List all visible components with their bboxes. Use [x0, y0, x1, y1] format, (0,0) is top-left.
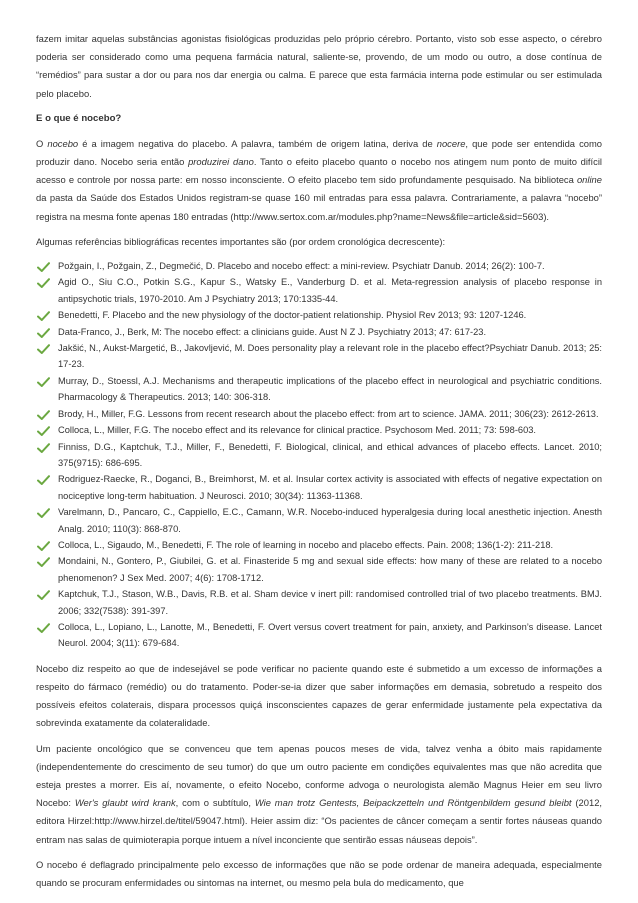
text: , que pode ser entendida como produzir dano. Nocebo seria então	[36, 137, 602, 168]
section-heading: E o que é nocebo?	[36, 112, 122, 124]
reference-text: Brody, H., Miller, F.G. Lessons from recent research about the placebo effect: from art to science. JAMA. 2011; 306(23): 2612-2613.	[58, 408, 599, 419]
checkmark-icon	[37, 475, 50, 485]
reference-text: Jakšić, N., Aukst-Margetić, B., Jakovljević, M. Does personality play a relevant role in the placebo effect?Psychiatr Danub. 2013; 25: 17-23.	[58, 343, 602, 370]
term-online: online	[576, 174, 602, 186]
reference-text: Kaptchuk, T.J., Stason, W.B., Davis, R.B. et al. Sham device v inert pill: randomised controlled trial of two placebo treatments. BMJ. 2006; 332(7538): 391-397.	[58, 589, 602, 616]
checkmark-icon	[37, 623, 50, 633]
checkmark-icon	[37, 557, 50, 567]
text: (2012, editora Hirzel:	[36, 797, 603, 827]
checkmark-icon	[37, 590, 50, 600]
reference-item	[36, 406, 602, 422]
reference-text: Murray, D., Stoessl, A.J. Mechanisms and therapeutic implications of the placebo effect in neurological and psychiatric conditions. Pharmacology & Therapeutics. 2013; 140: 306-318.	[58, 375, 602, 403]
checkmark-icon	[37, 311, 50, 321]
checkmark-icon	[37, 328, 50, 338]
reference-item	[36, 504, 602, 537]
reference-text: Colloca, L., Lopiano, L., Lanotte, M., Benedetti, F. Overt versus covert treatment for pain, anxiety, and Parkinson’s disease. Lancet Neurol. 2004; 3(11): 679-684.	[58, 621, 602, 649]
text: O	[36, 137, 48, 149]
paragraph-nocebo-excess-info: Nocebo diz respeito ao que de indesejável se pode verificar no paciente quando este é submetido a um excesso de informações a respeito do fármaco (remédio) ou do tratamento. Poder-se-ia dizer que saber informações em demasia, sobretudo a respeito dos possíveis efeitos colaterais, dispara processos quiçá insconscientes capazes de gerar enfermidade justamente pela expectativa da sobrevinda exatamente da colateralidade.	[36, 662, 602, 729]
term-produzirei-dano: produzirei dano	[188, 156, 254, 168]
reference-list	[36, 258, 602, 652]
text: ).	[543, 210, 550, 222]
reference-item	[36, 471, 602, 504]
reference-text: Požgain, I., Požgain, Z., Degmečić, D. Placebo and nocebo effect: a mini-review. Psychiatr Danub. 2014; 26(2): 100-7.	[58, 261, 545, 272]
hirzel-link[interactable]: http://www.hirzel.de/titel/59047.html	[94, 815, 242, 827]
paragraph-oncology-example	[36, 740, 602, 849]
reference-item	[36, 422, 602, 438]
reference-text: Varelmann, D., Pancaro, C., Cappiello, E.C., Camann, W.R. Nocebo-induced hyperalgesia during local anesthetic injection. Anesth Analg. 2010; 110(3): 868-870.	[58, 507, 602, 534]
checkmark-icon	[37, 344, 50, 354]
book-title: Wer's glaubt wird krank	[74, 797, 176, 809]
reference-item	[36, 619, 602, 652]
reference-item	[36, 537, 602, 553]
reference-item	[36, 307, 602, 323]
checkmark-icon	[37, 541, 50, 551]
reference-item	[36, 439, 602, 472]
text: ). Heier assim diz: “Os pacientes de câncer começam a sentir fortes náuseas quando entram nas salas de quimioterapia porque intuem a nível inconciente que sentirão essas náuseas depois”.	[36, 815, 602, 845]
reference-text: Data-Franco, J., Berk, M: The nocebo effect: a clinicians guide. Aust N Z J. Psychiatry 2013; 47: 617-23.	[58, 326, 487, 337]
reference-item	[36, 340, 602, 373]
reference-text: Colloca, L., Miller, F.G. The nocebo effect and its relevance for clinical practice. Psychosom Med. 2011; 73: 598-603.	[58, 425, 537, 436]
term-nocebo: nocebo	[47, 137, 79, 149]
reference-item	[36, 258, 602, 274]
paragraph-intro: fazem imitar aquelas substâncias agonistas fisiológicas produzidas pelo próprio cérebro. Portanto, visto sob esse aspecto, o cérebro poderia ser considerado como uma pequena farmácia natural, saliente-se, provendo, de um modo ou outro, a dose contínua de “remédios” para sustar a dor ou para nos dar energia ou calma. E parece que esta farmácia interna pode estimular ou ser estimulada pelo placebo.	[36, 33, 602, 99]
sertox-link[interactable]: http://www.sertox.com.ar/modules.php?name=News&file=article&sid=5603	[233, 210, 544, 222]
paragraph-nocebo-definition	[36, 135, 602, 226]
reference-item	[36, 373, 602, 406]
reference-item	[36, 324, 602, 340]
text: é a imagem negativa do placebo. A palavra, também de origem latina, deriva de	[78, 137, 437, 149]
text: , com o subtítulo,	[175, 797, 255, 809]
reference-item	[36, 553, 602, 586]
checkmark-icon	[37, 262, 50, 272]
references-intro: Algumas referências bibliográficas recentes importantes são (por ordem cronológica decrescente):	[36, 235, 446, 247]
checkmark-icon	[37, 278, 50, 288]
reference-text: Rodriguez-Raecke, R., Doganci, B., Breimhorst, M. et al. Insular cortex activity is associated with effects of negative expectation on nociceptive long-term habituation. J Neurosci. 2010; 30(34): 11363-11368.	[58, 474, 602, 501]
reference-item	[36, 274, 602, 307]
term-nocere: nocere	[436, 137, 466, 149]
checkmark-icon	[37, 377, 50, 387]
checkmark-icon	[37, 508, 50, 518]
reference-text: Agid O., Siu C.O., Potkin S.G., Kapur S., Watsky E., Vanderburg D. et al. Meta-regression analysis of placebo response in antipsychotic trials, 1970-2010. Am J Psychiatry 2013; 170:1335-44.	[58, 277, 602, 304]
checkmark-icon	[37, 443, 50, 453]
reference-text: Mondaini, N., Gontero, P., Giubilei, G. et al. Finasteride 5 mg and sexual side effects: how many of these are related to a nocebo phenomenon? J Sex Med. 2007; 4(6): 1708-1712.	[58, 556, 602, 583]
text: da pasta da Saúde dos Estados Unidos registram-se quase 160 mil entradas para essa palavra. Contrariamente, a palavra “nocebo” registra na mesma fonte apenas 180 entradas (	[36, 192, 602, 222]
text: Um paciente oncológico que se convenceu que tem apenas poucos meses de vida, talvez venha a óbito mais rapidamente (independentemente do crescimento de seu tumor) do que um outro paciente em condições equivalentes mas que não acredita que esteja prestes a morrer. Eis aí, novamente, o efeito Nocebo, conforme advoga o neurologista alemão Magnus Heier em seu livro Nocebo:	[36, 742, 602, 809]
text: . Tanto o efeito placebo quanto o nocebo nos atingem num ponto de muito difícil acesso e controle por nossa parte: em nosso inconsciente. O efeito placebo tem sido profundamente pesquisado. Na biblioteca	[36, 156, 602, 186]
reference-item	[36, 586, 602, 619]
paragraph-nocebo-triggers: O nocebo é deflagrado principalmente pelo excesso de informações que não se pode ordenar de maneira adequada, especialmente quando se procuram enfermidades ou sintomas na internet, ou mesmo pela bula do medicamento, que	[36, 858, 602, 889]
reference-text: Colloca, L., Sigaudo, M., Benedetti, F. The role of learning in nocebo and placebo effects. Pain. 2008; 136(1-2): 211-218.	[58, 539, 554, 550]
reference-text: Finniss, D.G., Kaptchuk, T.J., Miller, F., Benedetti, F. Biological, clinical, and ethical advances of placebo effects. Lancet. 2010; 375(9715): 686-695.	[58, 441, 602, 468]
reference-text: Benedetti, F. Placebo and the new physiology of the doctor-patient relationship. Physiol Rev 2013; 93: 1207-1246.	[58, 310, 527, 321]
checkmark-icon	[37, 426, 50, 436]
checkmark-icon	[37, 410, 50, 420]
article-body	[36, 30, 602, 899]
book-subtitle: Wie man trotz Gentests, Beipackzetteln und Röntgenbildem gesund bleibt	[254, 797, 572, 809]
